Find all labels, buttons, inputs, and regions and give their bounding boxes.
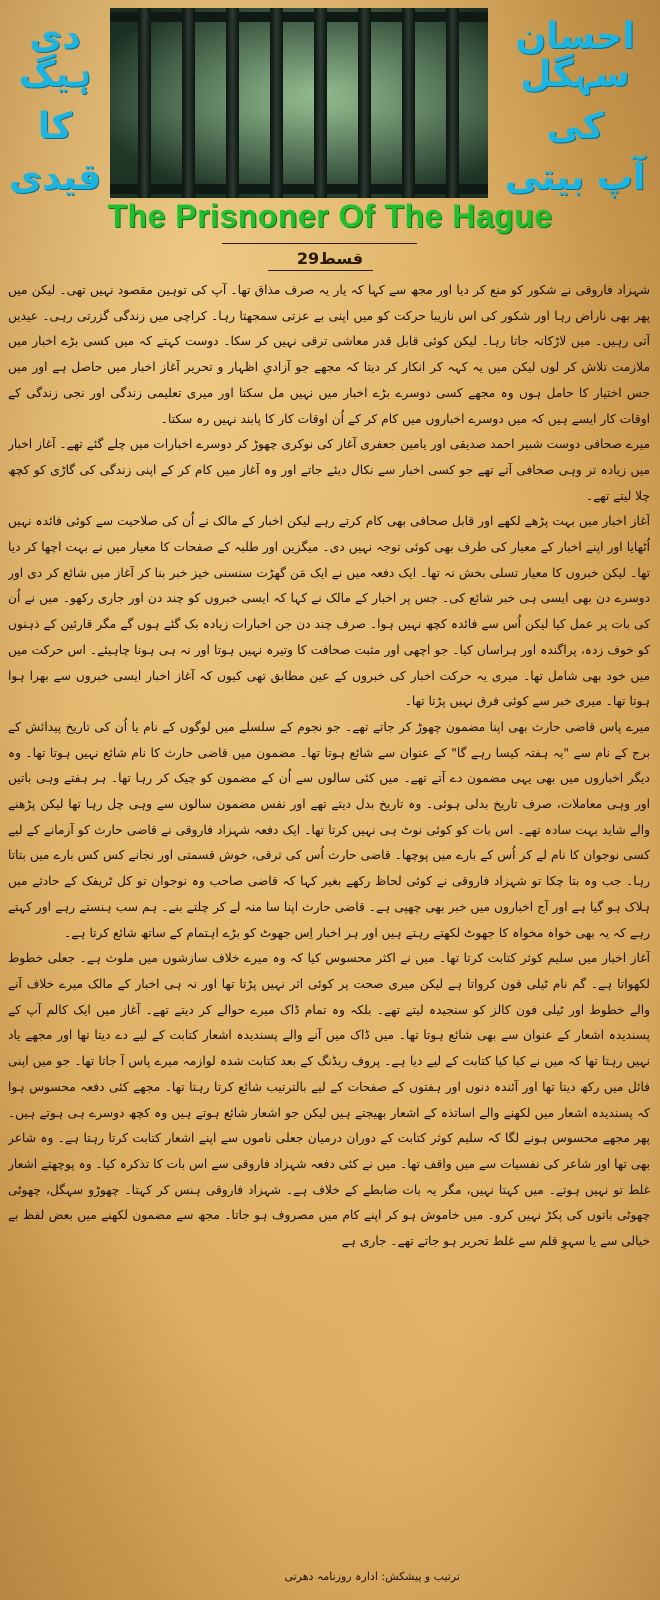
episode-underline — [268, 270, 373, 271]
prison-bars-illustration — [110, 8, 488, 198]
title-left-line-3: قیدی — [8, 157, 102, 199]
article-paragraph-1: شہزاد فاروقی نے شکور کو منع کر دیا اور مجھ سے کہا کہ یار یہ صرف مذاق تھا۔ آپ کی توہین مقصود نہیں تھی۔ لیکن میں پھر بھی ناراض رہا اور شکور کی اس نازیبا حرکت کو میں اپنی بے عزتی سمجھتا رہا۔ کراچی میں زندگی گزرتی رہی۔ عیدیں آتی رہیں۔ میں لاڑکانہ جاتا رہا۔ لیکن کوئی قابل قدر معاشی ترقی نہیں کر سکا۔ دوست کہتے کہ میں کسی بڑے اخبار میں ملازمت تلاش کر لوں لیکن میں یہ کہہ کر انکار کر دیتا کہ مجھے جو آزادیِ اظہار و تحریر آغاز اخبار میں حاصل ہے اور میں جس اختیار کا حامل ہوں وہ مجھے کسی دوسرے بڑے اخبار میں نہیں مل سکتا اور میری تعلیمی زندگی اور نجی زندگی کے اوقات کار ایسے ہیں کہ میں دوسرے اخباروں میں کام کر کے اُن اوقات کار کا پابند نہیں رہ سکتا۔ — [8, 283, 650, 426]
prison-bars-image — [110, 8, 488, 198]
article-paragraph-4: میرے پاس قاضی حارث بھی اپنا مضمون چھوڑ کر جاتے تھے۔ جو نجوم کے سلسلے میں لوگوں کے نام یا اُن کی تاریخ پیدائش کے برج کے نام سے "یہ ہفتہ کیسا رہے گا" کے عنوان سے شائع ہوتا تھا۔ مضمون میں قاضی حارث کا نام شائع نہیں ہوتا تھا۔ وہ دیگر اخباروں میں بھی یہی مضمون دے آتے تھے۔ میں کئی سالوں سے اُن کے مضمون کو چیک کر رہا تھا۔ ہر ہفتے وہی باتیں اور وہی معاملات، صرف تاریخ بدلی ہوئی۔ وہ تاریخ بدل دیتے تھے اور نفس مضمون سالوں سے وہی چل رہا تھا لیکن پڑھنے والے شاید بہت سادہ تھے۔ اس بات کو کوئی نوٹ ہی نہیں کرتا تھا۔ ایک دفعہ شہزاد فاروقی نے قاضی حارث کو آزمانے کے لیے کسی نوجوان کا نام لے کر اُس کے بارے میں پوچھا۔ قاضی حارث اُس کی ترقی، خوش قسمتی اور نجانے کس کس بارے میں بتاتا رہا۔ جب وہ بتا چکا تو شہزاد فاروقی نے کوئی لحاظ رکھے بغیر کہا کہ قاضی صاحب وہ نوجوان تو کل ٹریفک کے حادثے میں ہلاک ہو گیا ہے اور آج اخباروں میں خبر بھی چھپی ہے۔ قاضی حارث اپنا سا منہ لے کر چلتے بنے۔ ہم سب ہنستے رہے اور کہتے رہے کہ یہ بھی خواہ مخواہ کا جھوٹ لکھتے رہتے ہیں اور ہر اخبار اِس جھوٹ کو بڑے اہتمام کے ساتھ شائع کرتا ہے۔ — [8, 719, 650, 940]
title-left-line-2: کا — [37, 105, 73, 147]
title-right-line-2: کی — [546, 105, 604, 147]
title-right-line-3: آپ بیتی — [504, 157, 646, 199]
article-paragraph-3: آغاز اخبار میں بہت پڑھے لکھے اور قابل صحافی بھی کام کرتے رہے لیکن اخبار کے مالک نے اُن کی صلاحیت سے کوئی فائدہ نہیں اُٹھایا اور اپنے اخبار کے معیار کی طرف بھی کوئی توجہ نہیں دی۔ میگزین اور طلبہ کے صفحات کا معیار میں نے بہت اچھا کر دیا تھا۔ لیکن خبروں کا معیار تسلی بخش نہ تھا۔ ایک دفعہ میں نے ایک مَن گھڑت سنسنی خیز خبر بنا کر آغاز میں شائع کر دی اور دوسرے دن بھی ایسی ہی خبر شائع کی۔ جس پر اخبار کے مالک نے کہا کہ ایسی خبروں کو چند دن اور جاری رکھو۔ میں نے اُن کی بات پر عمل کیا لیکن اُس سے فائدہ کچھ نہیں ہوا۔ صرف چند دن جن اخبارات زیادہ بک گئے ہوں گے مگر قارئین کے ذہنوں کو خوف زدہ، پراگندہ اور ہراساں کیا۔ جو اچھی اور مثبت صحافت کا وتیرہ نہیں ہوتا اور نہ ہی ہونا چاہیئے۔ اس حرکت میں میں خود بھی شامل تھا۔ میری یہ حرکت اخبار کی خبروں کے عین مطابق تھی کیوں کہ آغاز اخبار ایسی خبروں سے بھرا ہوا ہوتا تھا۔ میری خبر سے کوئی فرق نہیں پڑتا تھا۔ — [8, 514, 650, 709]
article-paragraph-5: آغاز اخبار میں سلیم کوثر کتابت کرتا تھا۔ میں نے اکثر محسوس کیا کہ وہ میرے خلاف سازشوں میں ملوث ہے۔ جعلی خطوط لکھواتا ہے۔ گم نام ٹیلی فون کرواتا ہے لیکن میری صحت پر کوئی اثر نہیں پڑتا تھا اور نہ ہی اخبار کے مالک میرے خلاف آنے والے خطوط اور ٹیلی فون کالز کو سنجیدہ لیتے تھے۔ بلکہ وہ تمام ڈاک میرے حوالے کر دیتے تھے۔ آغاز میں ایک کالم آپ کے پسندیدہ اشعار کے عنوان سے بھی شائع ہوتا تھا۔ میں ڈاک میں آنے والے پسندیدہ اشعار کتابت کے لیے دے دیتا تھا اور مجھے یاد نہیں رہتا تھا کہ میں نے کیا کیا کتابت کے لیے دیا ہے۔ پروف ریڈنگ کے بعد کتابت شدہ لوازمہ میرے پاس آ جاتا تھا۔ جو میں اپنی فائل میں رکھ دیتا تھا اور آئندہ دنوں اور ہفتوں کے صفحات کے لیے بالترتیب شائع کرتا رہتا تھا۔ مجھے کئی دفعہ محسوس ہوا کہ پسندیدہ اشعار میں لکھنے والے اساتذہ کے اشعار بھیجتے ہیں لیکن جو اشعار شائع ہوتے ہیں وہ کچھ دوسرے ہی ہوتے ہیں۔ پھر مجھے محسوس ہونے لگا کہ سلیم کوثر کتابت کے دوران درمیان جعلی ناموں سے اپنے اشعار کتابت کرتا رہتا ہے۔ وہ شاعر بھی تھا اور شاعر کی نفسیات سے میں واقف تھا۔ میں نے کئی دفعہ شہزاد فاروقی سے اس بات کا تذکرہ کیا۔ وہ پوچھتے اشعار غلط تو نہیں ہوتے۔ میں کہتا نہیں، مگر یہ بات ضابطے کے خلاف ہے۔ شہزاد فاروقی ہنس کر کہتا۔ چھوڑو سہگل، چھوٹی چھوٹی باتوں کی پکڑ نہیں کرو۔ میں خاموش ہو کر اپنے کام میں مصروف ہو جاتا۔ مجھ سے مضمون لکھنے میں بعض لفظ بے خیالی سے یا سہوِ قلم سے غلط تحریر ہو جاتے تھے۔ جاری ہے — [8, 951, 650, 1249]
credit-line: ترتیب و پیشکش: ادارہ روزنامہ دھرتی — [284, 1570, 460, 1583]
title-urdu-left — [0, 18, 110, 211]
article-paragraph-2: میرے صحافی دوست شبیر احمد صدیقی اور یامین جعفری آغاز کی نوکری چھوڑ کر دوسرے اخبارات میں چلے گئے تھے۔ آغاز اخبار میں زیادہ تر وہی صحافی آتے تھے جو کسی اخبار سے نکال دیئے جاتے اور وہ آغاز میں کام کر کے اپنی زندگی کی گاڑی کو کچھ چلا لیتے تھے۔ — [8, 437, 650, 503]
title-right-line-1: احسان سہگل — [515, 16, 635, 95]
episode-label: قسط29 — [296, 249, 364, 268]
article-body — [8, 278, 650, 1568]
english-title: The Prisnoner Of The Hague — [107, 198, 553, 234]
title-underline — [222, 243, 417, 244]
title-urdu-right — [490, 18, 660, 211]
title-left-line-1: دی ہیگ — [18, 16, 92, 95]
